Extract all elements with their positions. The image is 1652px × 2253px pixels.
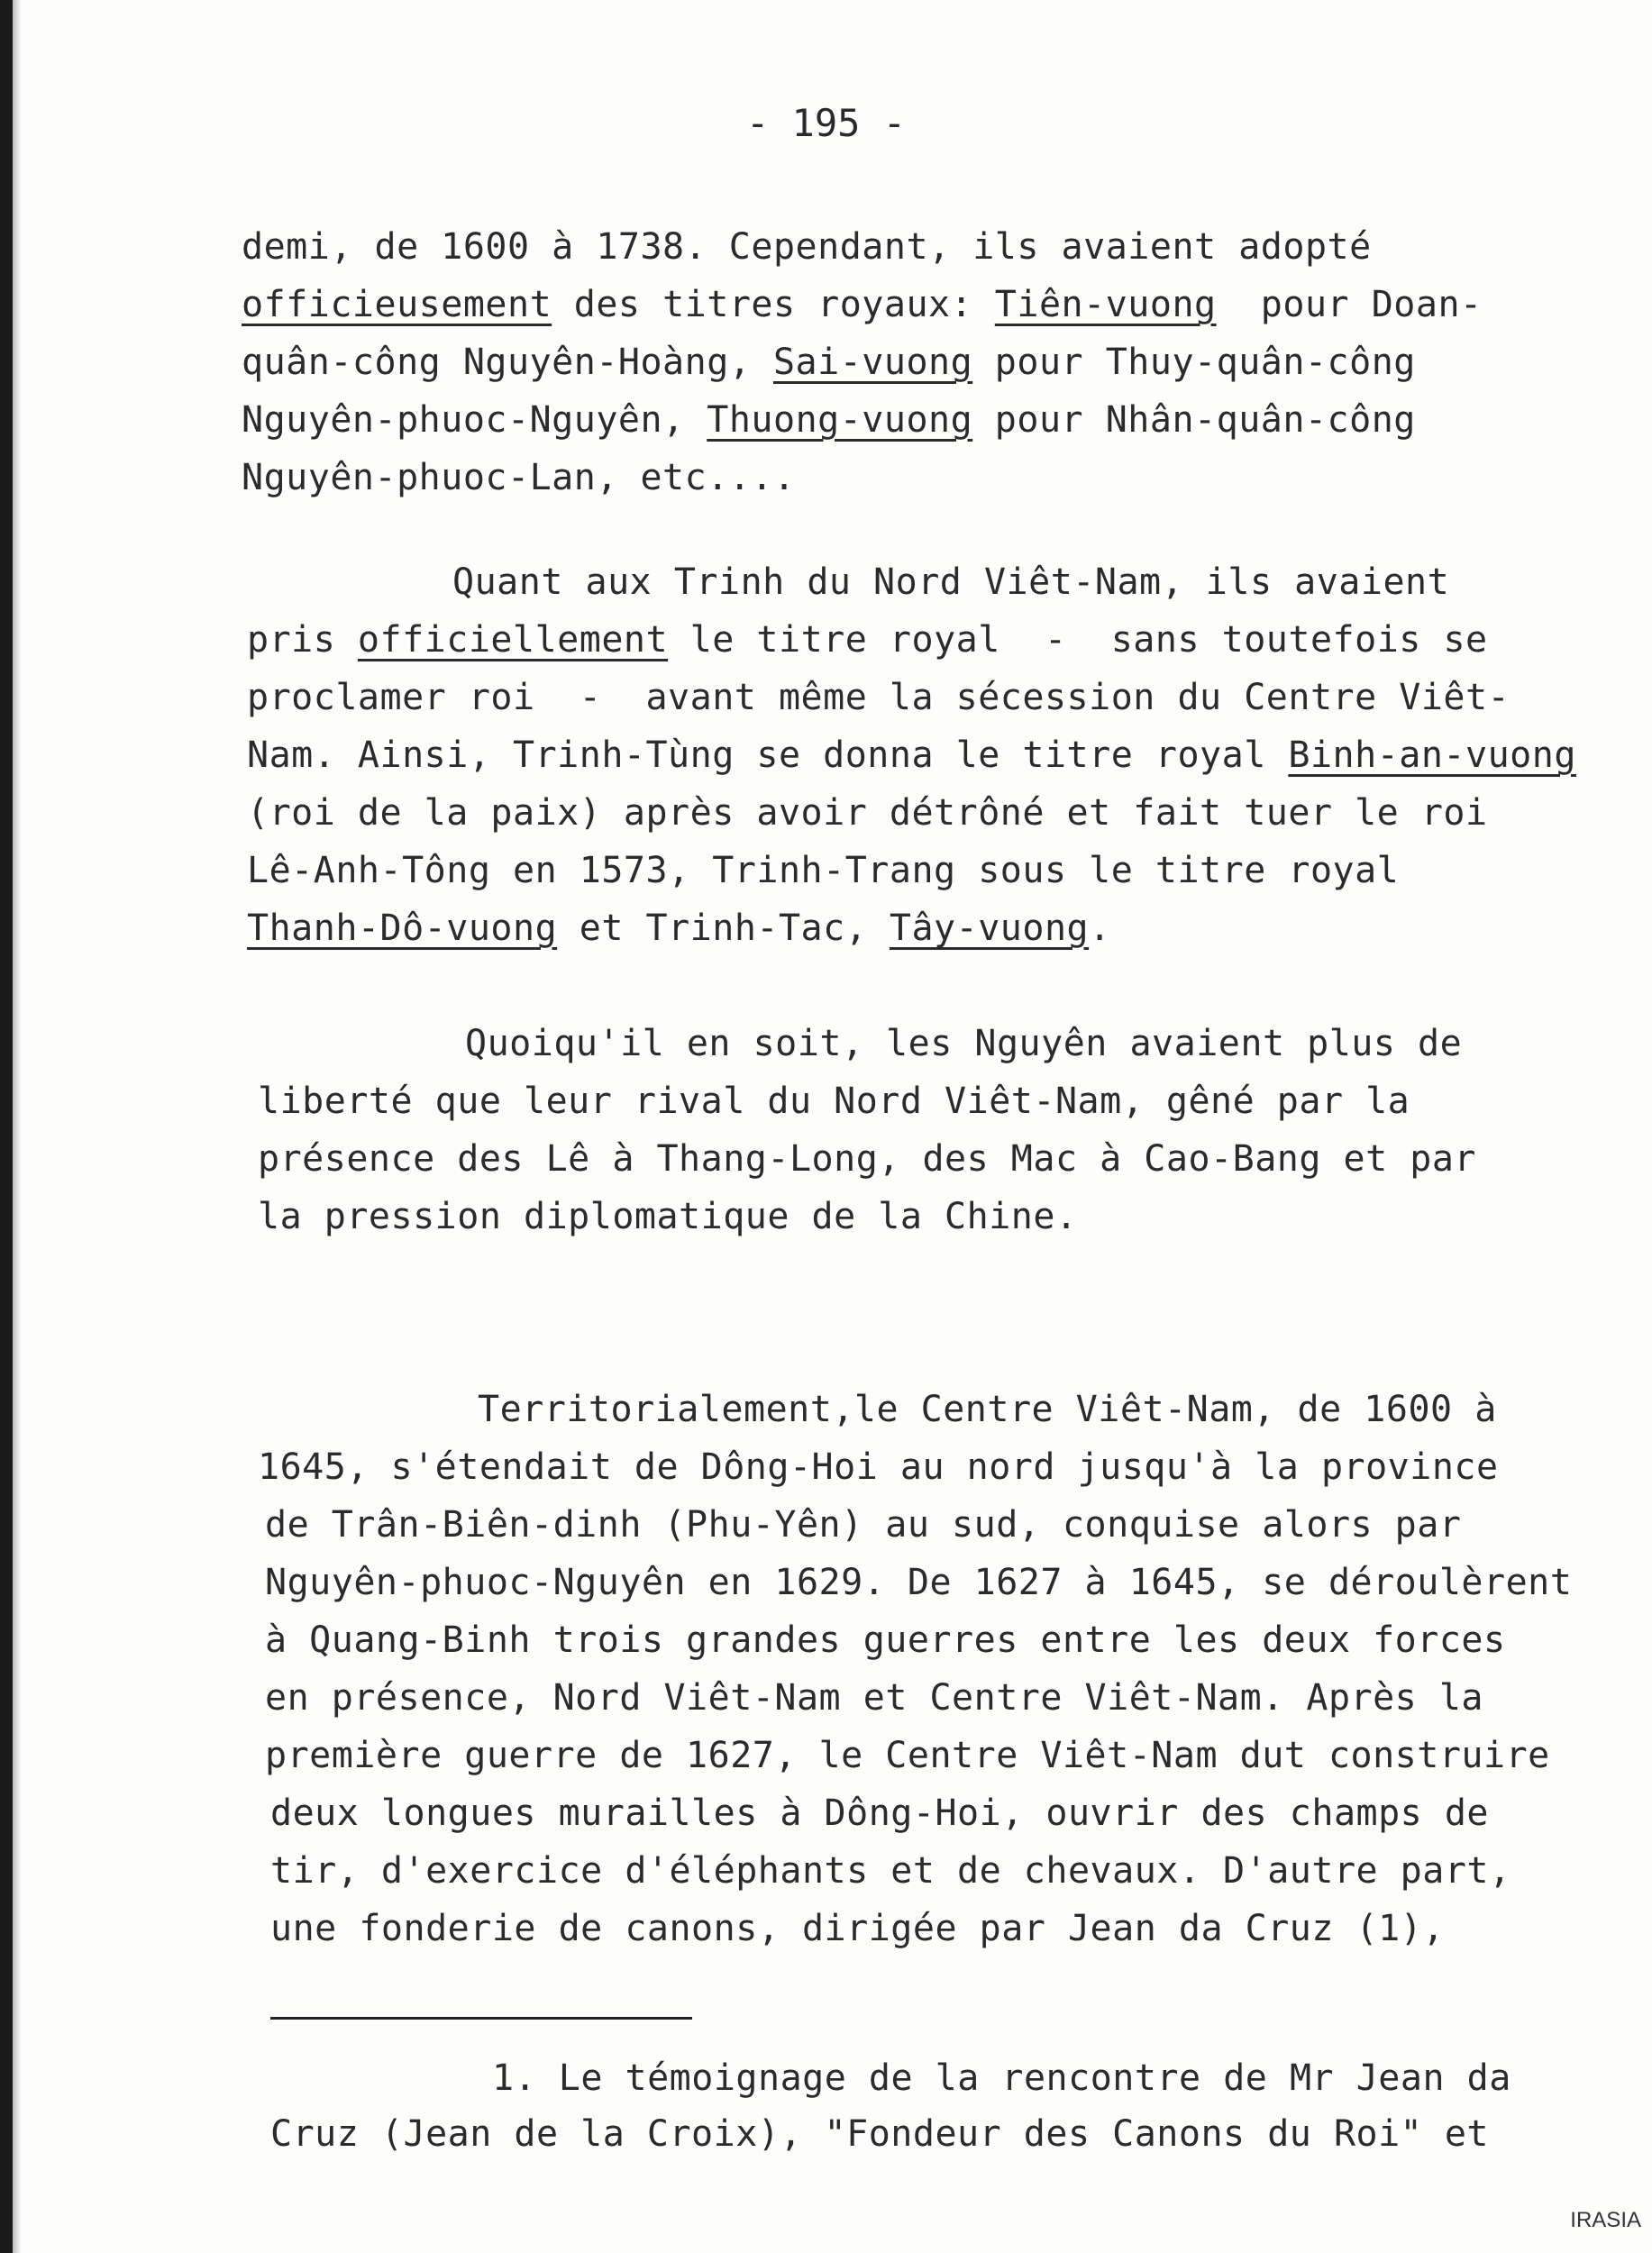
text-line: première guerre de 1627, le Centre Viêt-Nam dut construire (265, 1735, 1550, 1776)
underlined-term: Tây-vuong (889, 908, 1090, 949)
underlined-term: Thuong-vuong (707, 399, 973, 441)
text-line: (roi de la paix) après avoir détrôné et fait tuer le roi (247, 792, 1488, 834)
page-number: - 195 - (745, 101, 906, 145)
text-segment: et Trinh-Tac, (557, 908, 890, 949)
text-segment: quân-công Nguyên-Hoàng, (242, 342, 773, 383)
text-segment: pris (247, 619, 358, 661)
text-segment: pour Thuy-quân-công (972, 342, 1416, 383)
text-line (242, 341, 1416, 384)
text-segment: pour Doan- (1216, 284, 1483, 325)
text-line (242, 398, 1416, 442)
text-line: de Trân-Biên-dinh (Phu-Yên) au sud, conquise alors par (265, 1504, 1462, 1546)
text-line: Lê-Anh-Tông en 1573, Trinh-Trang sous le titre royal (247, 850, 1400, 891)
text-line (247, 734, 1576, 777)
watermark: IRASIA (1570, 2208, 1641, 2232)
underlined-term: officieusement (242, 284, 552, 325)
text-segment: pour Nhân-quân-công (972, 399, 1416, 441)
text-line: Quoiqu'il en soit, les Nguyên avaient plus de (465, 1023, 1463, 1064)
text-line: en présence, Nord Viêt-Nam et Centre Viêt-Nam. Après la (265, 1677, 1484, 1719)
underlined-term: Tiên-vuong (994, 284, 1217, 325)
text-segment: des titres royaux: (552, 284, 995, 325)
footnote-line: 1. Le témoignage de la rencontre de Mr Jean da (492, 2057, 1511, 2099)
text-line (247, 907, 1111, 950)
footnote-divider (270, 2017, 692, 2020)
underlined-term: Sai-vuong (772, 342, 973, 383)
scan-border (0, 0, 13, 2253)
underlined-term: Thanh-Dô-vuong (247, 908, 558, 949)
underlined-term: Binh-an-vuong (1288, 734, 1576, 776)
text-line: liberté que leur rival du Nord Viêt-Nam, gêné par la (258, 1081, 1410, 1122)
underlined-term: officiellement (357, 619, 669, 661)
text-line (242, 283, 1483, 326)
text-line: 1645, s'étendait de Dông-Hoi au nord jusqu'à la province (258, 1446, 1499, 1488)
text-line (247, 618, 1488, 661)
text-line: une fonderie de canons, dirigée par Jean da Cruz (1), (270, 1908, 1445, 1949)
text-segment: . (1089, 908, 1111, 949)
text-line: à Quang-Binh trois grandes guerres entre les deux forces (265, 1619, 1506, 1661)
text-segment: Nam. Ainsi, Trinh-Tùng se donna le titre royal (247, 734, 1289, 776)
text-line: tir, d'exercice d'éléphants et de chevaux. D'autre part, (270, 1850, 1511, 1892)
text-line: Nguyên-phuoc-Nguyên en 1629. De 1627 à 1645, se déroulèrent (265, 1562, 1573, 1603)
text-line: présence des Lê à Thang-Long, des Mac à Cao-Bang et par (258, 1138, 1477, 1180)
text-segment: Nguyên-phuoc-Nguyên, (242, 399, 707, 441)
text-line: proclamer roi - avant même la sécession du Centre Viêt- (247, 677, 1511, 718)
text-line: deux longues murailles à Dông-Hoi, ouvrir des champs de (270, 1792, 1490, 1834)
text-line: Nguyên-phuoc-Lan, etc.... (242, 457, 796, 498)
text-line: Territorialement,le Centre Viêt-Nam, de 1600 à (478, 1389, 1497, 1430)
text-line: demi, de 1600 à 1738. Cependant, ils avaient adopté (242, 226, 1372, 268)
text-line: Quant aux Trinh du Nord Viêt-Nam, ils avaient (452, 561, 1450, 603)
scan-shadow (13, 0, 22, 2253)
footnote-line: Cruz (Jean de la Croix), "Fondeur des Canons du Roi" et (270, 2113, 1490, 2155)
text-line: la pression diplomatique de la Chine. (258, 1196, 1078, 1237)
text-segment: le titre royal - sans toutefois se (668, 619, 1488, 661)
